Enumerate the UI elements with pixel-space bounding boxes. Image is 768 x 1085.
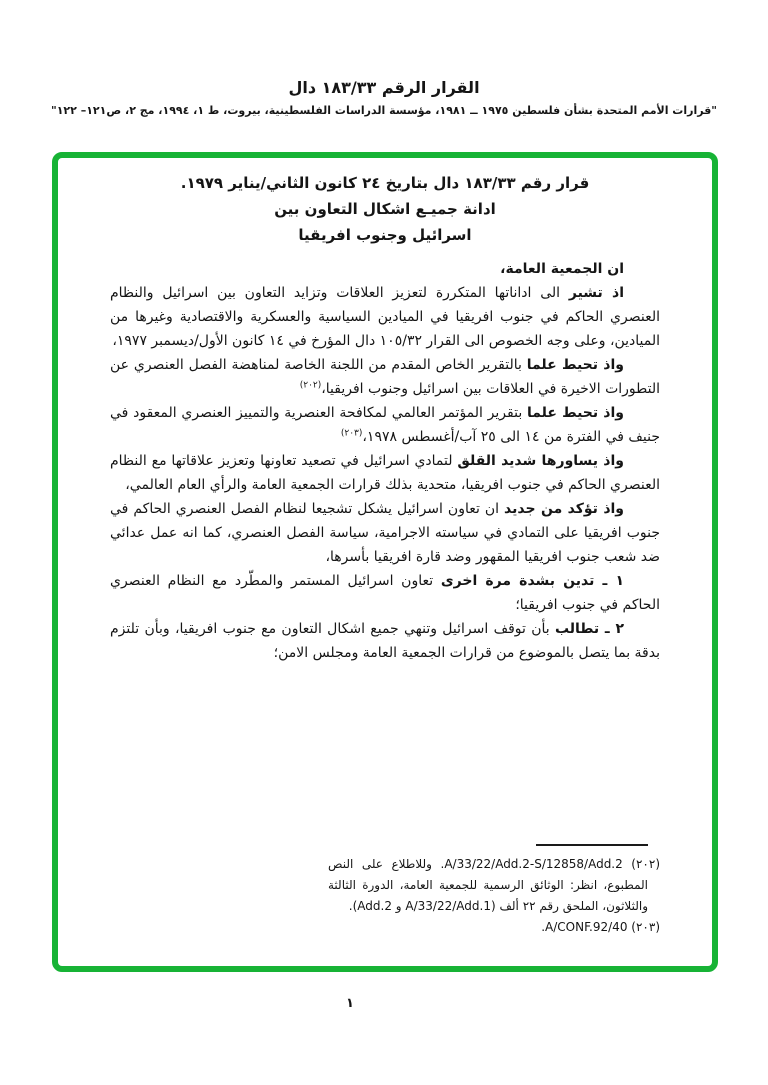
- paragraph-lead: واذ تحيط علما: [526, 405, 624, 421]
- footnote-marker: (٢٠٣): [340, 428, 363, 439]
- footnote-marker: (٢٠٢): [299, 380, 322, 391]
- paragraph-lead: تدين بشدة مرة اخرى: [440, 573, 595, 589]
- paragraph-text: الى اداناتها المتكررة لتعزيز العلاقات وتزايد التعاون بين اسرائيل والنظام العنصري الحاكم في جنوب افريقيا في الميادين السياسية والعسكرية والاقتصادية وغيرها من الميادين، وعلى وجه الخصوص الى القرار ٣٢‏/‏١٠٥ دال المؤرخ في ١٤ كانون الأول/ديسمبر ١٩٧٧،: [110, 285, 660, 349]
- preamble-paragraph: [110, 449, 660, 497]
- resolution-title-line-1: قرار رقم ٣٣‏/‏١٨٣ دال بتاريخ ٢٤ كانون الثاني/يناير ١٩٧٩.: [180, 174, 590, 192]
- footnotes-section: [328, 844, 660, 938]
- operative-paragraph-1: [110, 569, 660, 617]
- footnote-separator-rule: [536, 844, 648, 846]
- paragraph-text: بتقرير المؤتمر العالمي لمكافحة العنصرية والتمييز العنصري المعقود في جنيف في الفترة من ١٤ الى ٢٥ آب/أغسطس ١٩٧٨،: [110, 405, 660, 445]
- opening-phrase: ان الجمعية العامة،: [500, 261, 624, 277]
- resolution-green-box: [52, 152, 718, 972]
- footnote-202: (٢٠٢) A/33/22/Add.2-S/12858/Add.2. وللاطلاع على النص المطبوع، انظر: الوثائق الرسمية للجمعية العامة، الدورة الثالثة والثلاثون، الملحق رقم ٢٢ ألف (A/33/22/Add.1 و Add.2).: [328, 857, 660, 913]
- item-number: ١ ـ: [594, 573, 624, 589]
- resolution-title-line-2: ادانة جميـع اشكال التعاون بين: [274, 200, 496, 218]
- page-number: ١: [346, 996, 354, 1011]
- preamble-paragraph: [110, 401, 660, 449]
- header-resolution-number: القرار الرقم ٣٣‏/‏١٨٣ دال: [288, 78, 480, 97]
- preamble-paragraph: [110, 353, 660, 401]
- paragraph-lead: اذ تشير: [568, 285, 624, 301]
- header-source-citation: "قرارات الأمم المتحدة بشأن فلسطين ١٩٧٥ ــ ١٩٨١، مؤسسة الدراسات الفلسطينية، بيروت، ط ١، ١٩٩٤، مج ٢، ص١٢١– ١٢٢": [50, 104, 718, 117]
- preamble-paragraph: [110, 281, 660, 353]
- paragraph-lead: تطالب: [554, 621, 600, 637]
- paragraph-text: ان تعاون اسرائيل يشكل تشجيعا لنظام الفصل العنصري الحاكم في جنوب افريقيا على التمادي في سياسته الاجرامية، سياسة الفصل العنصري، كما انه عمل عدائي ضد شعب جنوب افريقيا المقهور وضد قارة افريقيا بأسرها،: [110, 501, 660, 565]
- paragraph-text: بالتقرير الخاص المقدم من اللجنة الخاصة لمناهضة الفصل العنصري عن التطورات الاخيرة في العلاقات بين اسرائيل وجنوب افريقيا،: [110, 357, 660, 397]
- paragraph-text: تعاون اسرائيل المستمر والمطّرد مع النظام العنصري الحاكم في جنوب افريقيا؛: [110, 573, 660, 613]
- item-number: ٢ ـ: [599, 621, 624, 637]
- resolution-title: [110, 170, 660, 248]
- resolution-title-line-3: اسرائيل وجنوب افريقيا: [298, 226, 472, 244]
- paragraph-text: لتمادي اسرائيل في تصعيد تعاونها وتعزيز علاقاتها مع النظام العنصري الحاكم في جنوب افريقيا، متحدية بذلك قرارات الجمعية العامة والرأي العام العالمي،: [110, 453, 660, 493]
- footnote-203: (٢٠٣) A/CONF.92/40.: [541, 920, 660, 934]
- paragraph-lead: واذ يساورها شديد القلق: [457, 453, 624, 469]
- paragraph-lead: واذ تحيط علما: [526, 357, 624, 373]
- paragraph-lead: واذ تؤكد من جديد: [504, 501, 625, 517]
- preamble-paragraph: [110, 497, 660, 569]
- paragraph-text: بأن توقف اسرائيل وتنهي جميع اشكال التعاون مع جنوب افريقيا، وبأن تلتزم بدقة بما يتصل بالموضوع من قرارات الجمعية العامة ومجلس الامن؛: [110, 621, 660, 661]
- operative-paragraph-2: [110, 617, 660, 665]
- document-header: [0, 78, 768, 117]
